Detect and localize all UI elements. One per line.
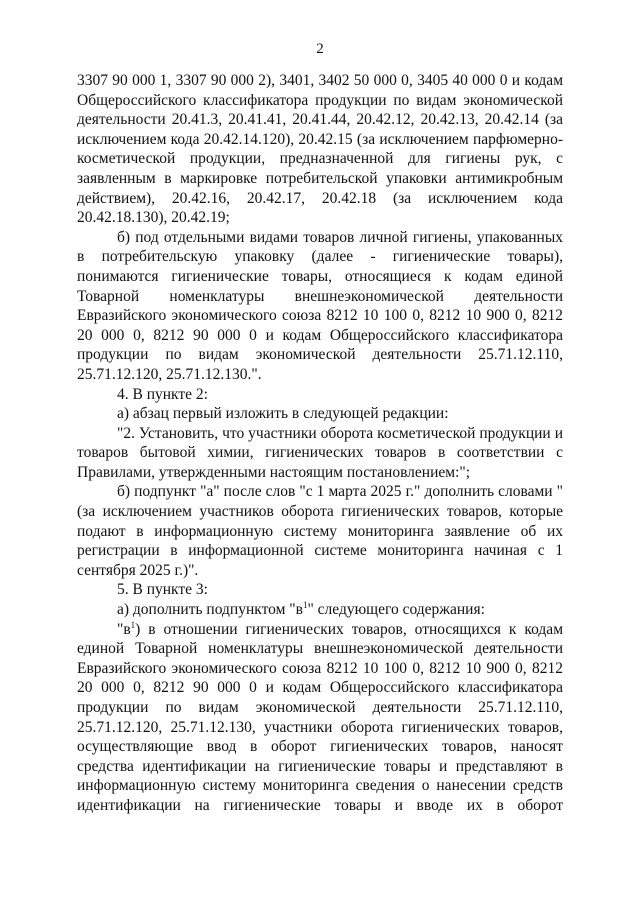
paragraph-hygiene-goods-definition: б) под отдельными видами товаров личной гигиены, упакованных в потребительскую упаковку (далее - гигиенические товары), понимаются гигиенические товары, относящиеся к кодам единой Товарной номенклатуры внешнеэкономической деятельности Евразийского экономического союза 8212 10 100 0, 8212 10 900 0, 8212 20 000 0, 8212 90 000 0 и кодам Общероссийского классификатора продукции по видам экономической деятельности 25.71.12.110, 25.71.12.120, 25.71.12.130.". xyxy=(77,228,563,383)
paragraph-codes-continued: 3307 90 000 1, 3307 90 000 2), 3401, 3402 50 000 0, 3405 40 000 0 и кодам Общероссийского классификатора продукции по видам экономической деятельности 20.41.3, 20.41.41, 20.41.44, 20.42.12, 20.42.13, 20.42.14 (за исключением кода 20.42.14.120), 20.42.15 (за исключением парфюмерно-косметической продукции, предназначенной для гигиены рук, с заявленным в маркировке потребительской упаковки антимикробным действием), 20.42.16, 20.42.17, 20.42.18 (за исключением кода 20.42.18.130), 20.42.19; xyxy=(77,72,563,227)
paragraph-item-5a: а) дополнить подпунктом "$в^1$" следующего содержания: xyxy=(117,600,485,619)
document-body xyxy=(77,71,563,816)
superscript: 1 xyxy=(302,600,308,611)
paragraph-subitem-v1: "$в^1$) в отношении гигиенических товаров, относящихся к кодам единой Товарной номенклатуры внешнеэкономической деятельности Евразийского экономического союза 8212 10 100 0, 8212 10 900 0, 8212 20 000 0, 8212 90 000 0 и кодам Общероссийского классификатора продукции по видам экономической деятельности 25.71.12.110, 25.71.12.120, 25.71.12.130, участники оборота гигиенических товаров, осуществляющие ввод в оборот гигиенических товаров, наносят средства идентификации на гигиенические товары и представляют в информационную систему мониторинга сведения о нанесении средств идентификации на гигиенические товары и вводе их в оборот xyxy=(77,619,563,814)
paragraph-item-2-new-text: "2. Установить, что участники оборота косметической продукции и товаров бытовой химии, гигиенических товаров в соответствии с Правилами, утвержденными настоящим постановлением:"; xyxy=(77,424,563,481)
paragraph-item-4-heading: 4. В пункте 2: xyxy=(117,385,208,403)
paragraph-item-4a: а) абзац первый изложить в следующей редакции: xyxy=(117,405,449,423)
superscript: 1 xyxy=(130,619,136,630)
page-number: 2 xyxy=(316,41,324,57)
paragraph-item-5-heading: 5. В пункте 3: xyxy=(117,581,208,599)
paragraph-item-4b: б) подпункт "а" после слов "с 1 марта 2025 г." дополнить словами "(за исключением участников оборота гигиенических товаров, которые подают в информационную систему мониторинга заявление об их регистрации в информационной системе мониторинга начиная с 1 сентября 2025 г.)". xyxy=(77,483,563,579)
